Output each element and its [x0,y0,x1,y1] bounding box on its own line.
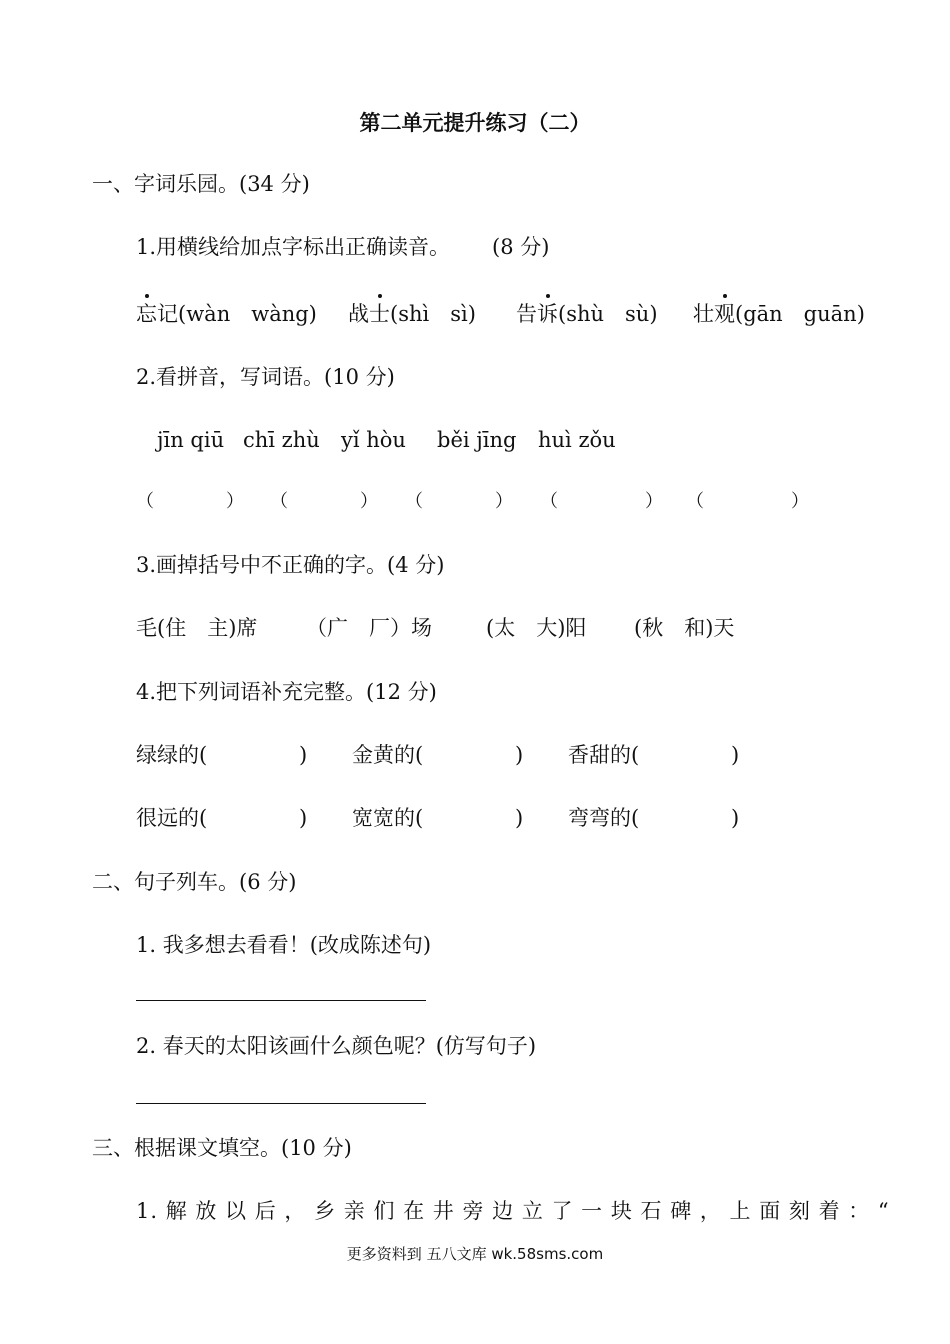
blank-4: （ ） [540,491,666,512]
footer-text: 更多资料到 五八文库 wk.58sms.com [346,1245,604,1263]
pinyin-1: jīn qiū [157,428,225,452]
q4-r2-1: 很远的( [136,806,208,830]
section1-heading: 一、字词乐园。(34 分) [92,172,310,196]
dotted-char: 诉 [537,302,558,326]
q2-prompt: 2.看拼音，写词语。(10 分) [136,365,395,389]
pinyin-2: chī zhù [243,428,320,452]
answer-line-1 [136,1000,426,1001]
pinyin-3: yǐ hòu [341,428,406,452]
q4-r2-2-close: ) [515,806,524,830]
answer-line-2 [136,1103,426,1104]
q4-r1-2: 金黄的( [352,743,424,767]
pinyin-4: běi jīng [437,428,517,452]
section2-heading: 二、句子列车。(6 分) [92,870,297,894]
q4-r1-3-close: ) [731,743,740,767]
q1-item-1 [136,300,317,328]
word-start: 战 [348,302,369,326]
blank-5: （ ） [686,491,812,512]
dotted-char: 忘 [136,302,157,326]
q4-r1-1: 绿绿的( [136,743,208,767]
pinyin-options: (shì sì) [390,302,476,326]
q3-item-2: （广 厂）场 [306,616,432,640]
section3-heading: 三、根据课文填空。(10 分) [92,1136,352,1160]
q4-r1-3: 香甜的( [568,743,640,767]
blank-1: （ ） [136,491,244,512]
q3-item-1: 毛(住 主)席 [136,616,258,640]
q1-item-4 [693,300,865,328]
q4-r1-1-close: ) [299,743,308,767]
pinyin-options: (shù sù) [558,302,658,326]
q4-prompt: 4.把下列词语补充完整。(12 分) [136,680,437,704]
q4-r2-3: 弯弯的( [568,806,640,830]
blank-2: （ ） [270,491,378,512]
page-title: 第二单元提升练习（二） [359,110,591,135]
q4-r2-1-close: ) [299,806,308,830]
pinyin-options: (gān guān) [735,302,865,326]
q3-item-3: (太 大)阳 [486,616,587,640]
word-start: 壮 [693,302,714,326]
word-rest: 记 [157,302,178,326]
pinyin-options: (wàn wàng) [178,302,317,326]
dotted-char: 观 [714,302,735,326]
q4-r2-2: 宽宽的( [352,806,424,830]
q1-item-3 [516,300,658,328]
s3-q1: 1. 解 放 以 后 ， 乡 亲 们 在 井 旁 边 立 了 一 块 石 碑 ， 上 面 刻 着 ： “ [136,1199,890,1223]
dotted-char: 士 [369,302,390,326]
q1-score: (8 分) [492,235,550,259]
q1-prompt: 1.用横线给加点字标出正确读音。 [136,235,451,259]
blank-3: （ ） [405,491,513,512]
s2-q2: 2. 春天的太阳该画什么颜色呢？(仿写句子) [136,1034,537,1058]
q1-item-2 [348,300,476,328]
q4-r1-2-close: ) [515,743,524,767]
q3-prompt: 3.画掉括号中不正确的字。(4 分) [136,553,445,577]
pinyin-5: huì zǒu [538,428,616,452]
q3-item-4: (秋 和)天 [634,616,735,640]
q4-r2-3-close: ) [731,806,740,830]
word-start: 告 [516,302,537,326]
s2-q1: 1. 我多想去看看！(改成陈述句) [136,933,432,957]
